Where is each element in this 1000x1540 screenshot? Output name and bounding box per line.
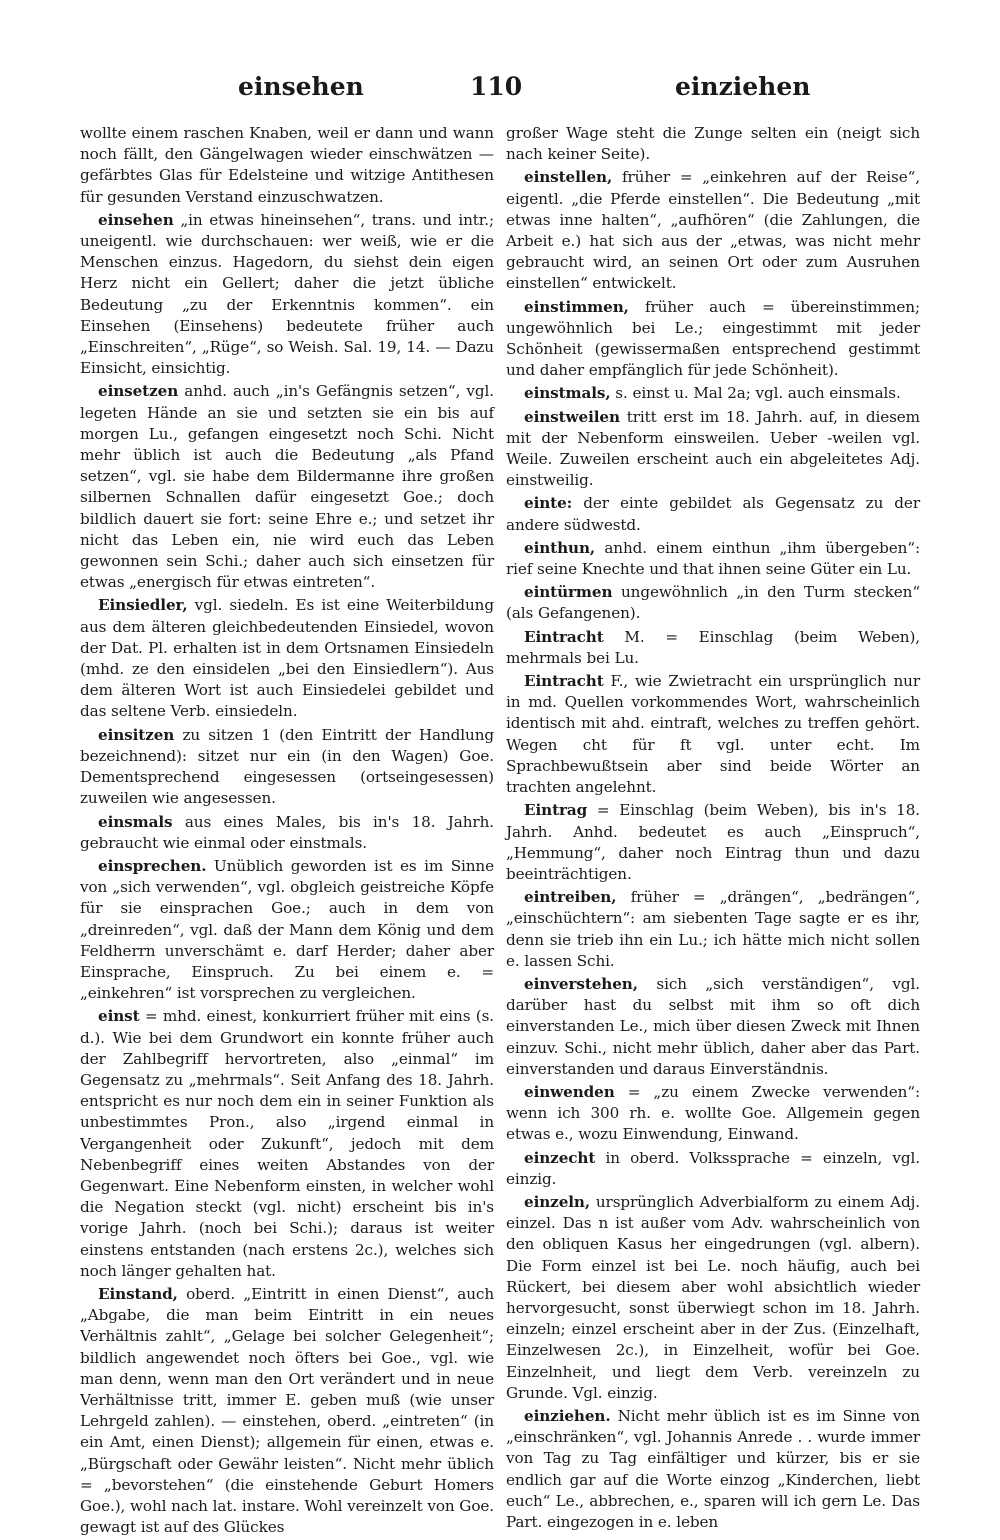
entry-text: M. = Einschlag (beim Weben), mehrmals bei Lu.: [506, 627, 920, 667]
entry-text: = Einschlag (beim Weben), bis in's 18. Jahrh. Anhd. bedeutet es auch „Einspruch“, „Hemmung“, daher noch Eintrag thun und dazu beeinträchtigen.: [506, 801, 920, 883]
dictionary-entry: [80, 381, 494, 593]
dictionary-entry: [506, 538, 920, 580]
entry-headword: einzeln,: [524, 1192, 591, 1211]
dictionary-entry: [80, 595, 494, 722]
dictionary-entry: [506, 800, 920, 885]
entry-text: früher = „einkehren auf der Reise“, eigentl. „die Pferde einstellen“. Die Bedeutung „mit etwas inne halten“, „aufhören“ (die Zahlungen, die Arbeit e.) hat sich aus der „etwas, was nicht mehr gebraucht wird, an seinen Ort oder zum Ausruhen einstellen“ entwickelt.: [506, 168, 920, 293]
entry-headword: einzecht: [524, 1148, 596, 1167]
entry-text: früher = „drängen“, „bedrängen“, „einschüchtern“: am siebenten Tage sagte er es ihr, denn sie trieb ihn ein Lu.; ich hätte mich nicht sollen e. lassen Schi.: [506, 888, 920, 970]
entry-text: wollte einem raschen Knaben, weil er dann und wann noch fällt, den Gängelwagen wieder einschwätzen — gefärbtes Glas für Edelsteine und witzige Antithesen für gesunden Verstand einzuschwatzen.: [80, 124, 494, 206]
dictionary-entry: [80, 856, 494, 1004]
entry-text: großer Wage steht die Zunge selten ein (neigt sich nach keiner Seite).: [506, 124, 920, 164]
entry-headword: Eintrag: [524, 801, 588, 820]
dictionary-entry: [506, 582, 920, 624]
entry-headword: einverstehen,: [524, 974, 638, 993]
entry-text: zu sitzen 1 (den Eintritt der Handlung bezeichnend): sitzet nur ein (in den Wagen) Goe. Dementsprechend eingesessen (ortseingesessen) zuweilen wie angesessen.: [80, 725, 494, 808]
entry-headword: einstweilen: [524, 407, 620, 426]
dictionary-entry: [506, 493, 920, 535]
entry-headword: einsetzen: [98, 382, 179, 401]
entry-text: tritt erst im 18. Jahrh. auf, in diesem mit der Nebenform einsweilen. Ueber -weilen vgl. Weile. Zuweilen erscheint auch ein abgeleitetes Adj. einstweilig.: [506, 407, 920, 490]
dictionary-entry: [506, 1148, 920, 1190]
dictionary-entry: [506, 1406, 920, 1533]
entry-text: s. einst u. Mal 2a; vgl. auch einsmals.: [615, 384, 901, 403]
entry-headword: Einsiedler,: [98, 596, 188, 615]
entry-headword: eintreiben,: [524, 888, 617, 907]
entry-text: = „zu einem Zwecke verwenden“: wenn ich 300 rh. e. wollte Goe. Allgemein gegen etwas e., wozu Einwendung, Einwand.: [506, 1082, 920, 1144]
entry-headword: Eintracht: [524, 672, 604, 691]
entry-headword: einstimmen,: [524, 297, 629, 316]
entry-headword: einwenden: [524, 1082, 615, 1101]
entry-text: früher auch = übereinstimmen; ungewöhnlich bei Le.; eingestimmt mit jeder Schönheit (gewissermaßen entsprechend gestimmt und daher empfänglich für jede Schönheit).: [506, 297, 921, 380]
entry-text: aus eines Males, bis in's 18. Jahrh. gebraucht wie einmal oder einstmals.: [80, 812, 494, 852]
entry-text: vgl. siedeln. Es ist eine Weiterbildung aus dem älteren gleichbedeutenden Einsiedel, wovon der Dat. Pl. erhalten ist in dem Ortsnamen Einsiedeln (mhd. ze den einsidelen „bei den Einsiedlern“). Aus dem älteren Wort ist auch Einsiedelei gebildet und das seltene Verb. einsiedeln.: [80, 596, 494, 721]
entry-text: ungewöhnlich „in den Turm stecken“ (als Gefangenen).: [506, 583, 920, 623]
running-head-left: einsehen: [238, 72, 364, 101]
left-column: [80, 123, 494, 1540]
entry-headword: einsprechen.: [98, 856, 207, 875]
dictionary-entry: [506, 407, 920, 492]
dictionary-entry: [506, 1192, 920, 1404]
dictionary-entry: [506, 627, 920, 669]
dictionary-entry: [506, 671, 920, 798]
dictionary-entry: [506, 297, 920, 382]
entry-text: Unüblich geworden ist es im Sinne von „sich verwenden“, vgl. obgleich geistreiche Köpfe für sie einsprachen Goe.; auch in dem von „dreinreden“, vgl. daß der Mann dem König und dem Feldherrn unverschämt e. darf Herder; daher aber Einsprache, Einspruch. Zu bei einem e. = „einkehren“ ist vorsprechen zu vergleichen.: [80, 856, 495, 1003]
entry-text: oberd. „Eintritt in einen Dienst“, auch „Abgabe, die man beim Eintritt in ein neues Verhältnis zahlt“, „Gelage bei solcher Gelegenheit“; bildlich angewendet noch öfters bei Goe., vgl. wie man denn, wenn man den Ort verändert und in neue Verhältnisse tritt, immer E. geben muß (wie unser Lehrgeld zahlen). — einstehen, oberd. „eintreten“ (in ein Amt, einen Dienst); allgemein für einen, etwas e. „Bürgschaft oder Gewähr leisten“. Nicht mehr üblich = „bevorstehen“ (die einstehende Geburt Homers Goe.), wohl nach lat. instare. Wohl vereinzelt von Goe. gewagt ist auf des Glückes: [80, 1284, 495, 1537]
dictionary-entry: [506, 887, 920, 972]
entry-headword: einsehen: [98, 210, 174, 229]
dictionary-entry: [80, 1006, 494, 1282]
dictionary-entry: [506, 1082, 920, 1146]
entry-text: F., wie Zwietracht ein ursprünglich nur in md. Quellen vorkommendes Wort, wahrscheinlich identisch mit ahd. eintraft, welches zu treffen gehört. Wegen cht für ft vgl. unter echt. Im Sprachbewußtsein aber sind beide Wörter an trachten angelehnt.: [506, 672, 920, 797]
entry-text: Nicht mehr üblich ist es im Sinne von „einschränken“, vgl. Johannis Anrede . . wurde immer von Tag zu Tag einfältiger und kürzer, bis er sie endlich gar auf die Worte einzog „Kinderchen, liebt euch“ Le., abbrechen, e., sparen will ich gern Le. Das Part. eingezogen in e. leben: [506, 1406, 920, 1531]
dictionary-entry: [506, 167, 920, 294]
entry-headword: einstmals,: [524, 384, 611, 403]
entry-text: ursprünglich Adverbialform zu einem Adj. einzel. Das n ist außer vom Adv. wahrscheinlich von den obliquen Kasus her eingedrungen (vgl. albern). Die Form einzel ist bei Le. noch häufig, auch bei Rückert, bei diesem aber wohl absichtlich wieder hervorgesucht, sonst überwiegt schon im 18. Jahrh. einzeln; einzel erscheint aber in der Zus. (Einzelhaft, Einzelwesen 2c.), in Einzelheit, wofür bei Goe. Einzelnheit, und liegt dem Verb. vereinzeln zu Grunde. Vgl. einzig.: [506, 1192, 920, 1402]
dictionary-entry: [506, 123, 920, 165]
dictionary-entry: [80, 1284, 494, 1538]
running-head-right: einziehen: [675, 72, 811, 101]
dictionary-entry: [80, 812, 494, 854]
right-column: [506, 123, 920, 1535]
entry-headword: einstellen,: [524, 168, 613, 187]
dictionary-entry: [80, 123, 494, 208]
entry-text: der einte gebildet als Gegensatz zu der andere südwestd.: [506, 494, 920, 534]
entry-text: anhd. auch „in's Gefängnis setzen“, vgl. legeten Hände an sie und setzten sie ein bis auf morgen Lu., gefangen eingesetzt noch Schi. Nicht mehr üblich ist auch die Bedeutung „als Pfand setzen“, vgl. sie habe dem Bildermanne ihre großen silbernen Schnallen dafür eingesetzt Goe.; doch bildlich dauert sie fort: seine Ehre e.; und setzet ihr nicht das Leben ein, nie wird euch das Leben gewonnen sein Schi.; daher auch sich einsetzen für etwas „energisch für etwas eintreten“.: [80, 382, 494, 592]
entry-text: = mhd. einest, konkurriert früher mit eins (s. d.). Wie bei dem Grundwort ein konnte früher auch der Zahlbegriff hervortreten, also „einmal“ im Gegensatz zu „mehrmals“. Seit Anfang des 18. Jahrh. entspricht es nur noch dem ein in seiner Funktion als unbestimmtes Pron., also „irgend einmal in Vergangenheit oder Zukunft“, jedoch mit dem Nebenbegriff eines weiten Abstandes von der Gegenwart. Eine Nebenform einsten, in welcher wohl die Negation steckt (vgl. nicht) erscheint bis in's vorige Jahrh. (noch bei Schi.); daraus ist weiter einstens entstanden (nach erstens 2c.), welches sich noch länger gehalten hat.: [80, 1007, 494, 1280]
entry-headword: einte:: [524, 494, 573, 513]
dictionary-entry: [80, 210, 494, 380]
entry-headword: einst: [98, 1007, 140, 1026]
entry-headword: Eintracht: [524, 627, 604, 646]
entry-headword: eintürmen: [524, 583, 613, 602]
entry-text: „in etwas hineinsehen“, trans. und intr.; uneigentl. wie durchschauen: wer weiß, wie er die Menschen einzus. Hagedorn, du siehst dein eigen Herz nicht ein Gellert; daher die jetzt übliche Bedeutung „zu der Erkenntnis kommen“. ein Einsehen (Einsehens) bedeutete früher auch „Einschreiten“, „Rüge“, so Weish. Sal. 19, 14. — Dazu Einsicht, einsichtig.: [80, 210, 495, 378]
page-number: 110: [470, 72, 523, 101]
entry-text: anhd. einem einthun „ihm übergeben“: rief seine Knechte und that ihnen seine Güter ein Lu.: [506, 538, 920, 579]
entry-headword: einsmals: [98, 812, 173, 831]
entry-text: sich „sich verständigen“, vgl. darüber hast du selbst mit ihm so oft dich einverstanden Le., mich über diesen Zweck mit Ihnen einzuv. Schi., nicht mehr üblich, daher aber das Part. einverstanden und daraus Einverständnis.: [506, 974, 920, 1078]
dictionary-entry: [506, 383, 920, 404]
dictionary-entry: [80, 725, 494, 810]
entry-headword: einsitzen: [98, 725, 175, 744]
entry-headword: einziehen.: [524, 1406, 611, 1425]
entry-headword: einthun,: [524, 538, 596, 557]
dictionary-entry: [506, 974, 920, 1080]
entry-headword: Einstand,: [98, 1284, 178, 1303]
entry-text: in oberd. Volkssprache = einzeln, vgl. einzig.: [506, 1148, 920, 1188]
